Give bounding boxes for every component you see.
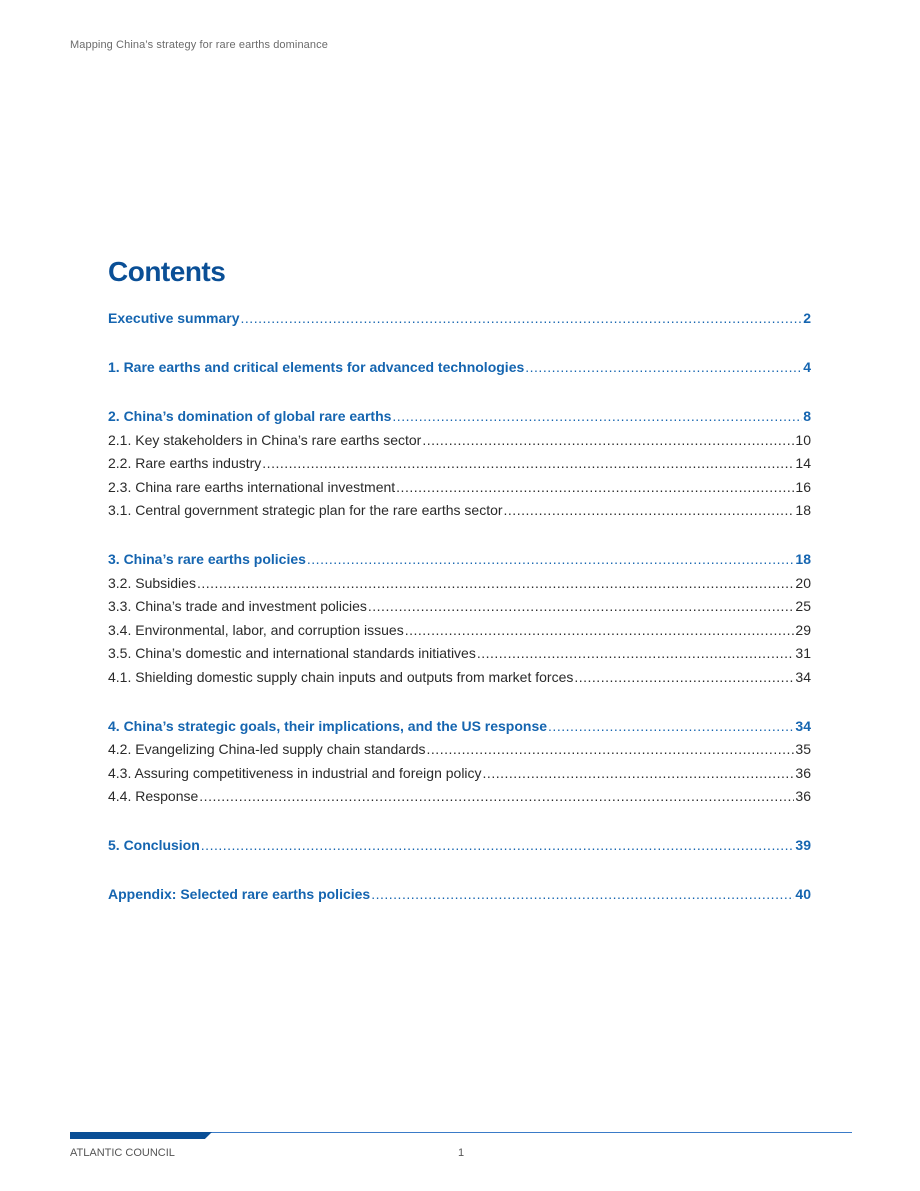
toc-dot-leader [405,622,795,638]
toc-entry[interactable] [108,669,811,693]
toc-section [108,551,811,692]
toc-dot-leader [427,741,795,757]
toc-dot-leader [504,502,795,518]
toc-entry-page: 20 [795,574,811,591]
table-of-contents [108,310,811,935]
toc-dot-leader [483,765,795,781]
toc-entry-label: 1. Rare earths and critical elements for advanced technologies [108,359,525,375]
toc-entry-label: 3.3. China’s trade and investment policies [108,598,367,614]
toc-entry-label: 4.3. Assuring competitiveness in industrial and foreign policy [108,764,482,781]
toc-entry-label: 4.2. Evangelizing China-led supply chain standards [108,741,426,757]
toc-entry[interactable] [108,622,811,646]
toc-entry-page: 10 [795,431,811,448]
running-header: Mapping China’s strategy for rare earths dominance [70,39,328,51]
toc-entry-page: 36 [795,764,811,781]
toc-entry-page: 18 [795,502,811,518]
toc-dot-leader [241,310,803,326]
toc-entry-page: 39 [795,837,811,853]
toc-entry-page: 40 [795,886,811,902]
toc-entry[interactable] [108,502,811,526]
toc-dot-leader [262,455,794,471]
toc-entry-label: 4. China’s strategic goals, their implications, and the US response [108,717,548,734]
toc-entry-major[interactable] [108,718,811,742]
toc-entry-major[interactable] [108,886,811,910]
toc-dot-leader [396,479,794,495]
toc-dot-leader [371,886,794,902]
toc-dot-leader [199,788,794,804]
footer-accent-bar [70,1132,212,1139]
toc-entry-major[interactable] [108,837,811,861]
toc-entry-page: 36 [795,788,811,804]
toc-dot-leader [197,575,794,591]
toc-entry[interactable] [108,575,811,599]
toc-entry-page: 34 [795,717,811,734]
toc-dot-leader [368,598,795,614]
toc-entry-page: 29 [795,621,811,638]
toc-entry[interactable] [108,765,811,789]
footer-organization: ATLANTIC COUNCIL [70,1147,175,1159]
page-title: Contents [108,256,226,287]
toc-entry-label: 2.2. Rare earths industry [108,455,262,471]
toc-section [108,408,811,526]
toc-section [108,837,811,861]
toc-entry-page: 8 [803,408,811,424]
toc-dot-leader [525,359,802,375]
toc-dot-leader [392,408,802,424]
toc-entry-major[interactable] [108,551,811,575]
toc-entry-major[interactable] [108,408,811,432]
toc-entry[interactable] [108,479,811,503]
toc-dot-leader [307,551,795,567]
toc-entry-page: 16 [795,478,811,495]
toc-dot-leader [477,645,795,661]
toc-entry[interactable] [108,432,811,456]
toc-entry-label: 3.5. China’s domestic and international standards initiatives [108,645,476,661]
toc-section [108,886,811,910]
toc-entry-page: 25 [795,598,811,614]
toc-entry-label: 3.2. Subsidies [108,574,196,591]
toc-entry-label: 5. Conclusion [108,837,200,853]
toc-section [108,359,811,383]
toc-entry-major[interactable] [108,310,811,334]
toc-entry-label: Executive summary [108,310,240,326]
toc-entry[interactable] [108,455,811,479]
toc-entry-label: 4.4. Response [108,788,199,804]
toc-entry[interactable] [108,741,811,765]
toc-entry-page: 34 [795,668,811,685]
toc-entry-label: 3.4. Environmental, labor, and corruption issues [108,621,404,638]
toc-entry-page: 4 [803,359,811,375]
toc-entry-label: 4.1. Shielding domestic supply chain inputs and outputs from market forces [108,668,574,685]
toc-entry-page: 31 [795,645,811,661]
toc-entry-label: 3.1. Central government strategic plan for the rare earths sector [108,502,503,518]
toc-entry[interactable] [108,598,811,622]
toc-dot-leader [548,718,794,734]
toc-entry-label: 2. China’s domination of global rare earths [108,408,392,424]
toc-entry-label: Appendix: Selected rare earths policies [108,886,371,902]
toc-dot-leader [422,432,794,448]
toc-section [108,718,811,812]
footer-page-number: 1 [458,1147,465,1159]
toc-entry[interactable] [108,645,811,669]
toc-entry-page: 14 [795,455,811,471]
toc-dot-leader [574,669,794,685]
toc-entry-page: 18 [795,551,811,567]
toc-entry-label: 2.1. Key stakeholders in China’s rare earths sector [108,431,422,448]
toc-entry-major[interactable] [108,359,811,383]
toc-dot-leader [201,837,795,853]
toc-entry[interactable] [108,788,811,812]
toc-entry-label: 2.3. China rare earths international investment [108,478,396,495]
toc-entry-page: 35 [795,741,811,757]
toc-entry-page: 2 [803,310,811,326]
toc-entry-label: 3. China’s rare earths policies [108,551,306,567]
toc-section [108,310,811,334]
